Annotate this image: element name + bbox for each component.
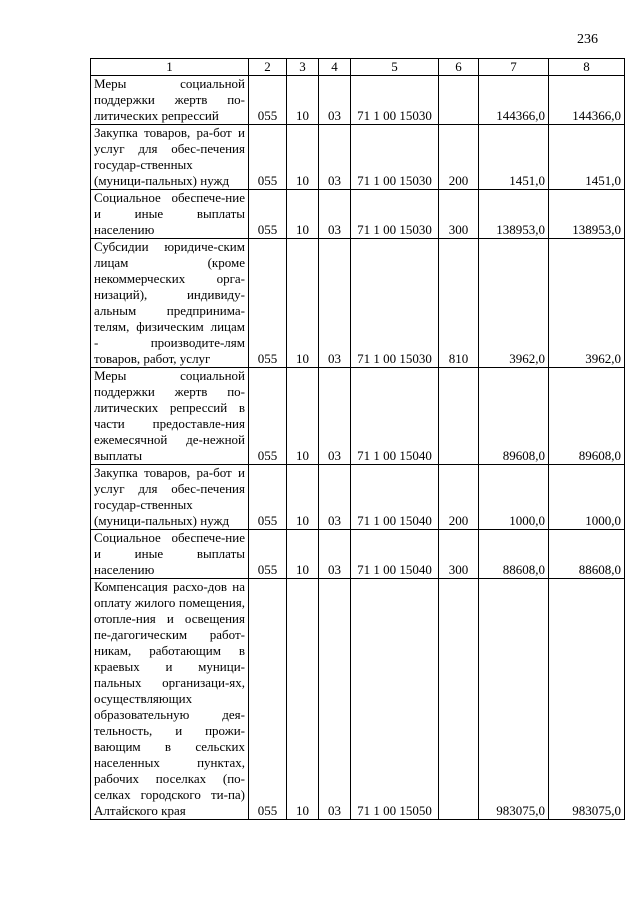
cell-subsection: 03 bbox=[319, 239, 351, 368]
cell-amount-8: 1451,0 bbox=[549, 125, 625, 190]
cell-amount-8: 144366,0 bbox=[549, 76, 625, 125]
cell-expense-type: 200 bbox=[439, 125, 479, 190]
cell-expense-type: 200 bbox=[439, 465, 479, 530]
cell-target-article: 71 1 00 15030 bbox=[351, 125, 439, 190]
table-row bbox=[91, 368, 625, 465]
table-row bbox=[91, 76, 625, 125]
cell-section: 10 bbox=[287, 190, 319, 239]
row-description: Компенсация расхо-дов на оплату жилого помещения, отопле-ния и освещения пе-дагогическим работ-никам, работающим в краевых и муници-пальных организаци-ях, осуществляющих образовательную дея-тельность, и прожи-вающим в сельских населенных пунктах, рабочих поселках (по-селках городского ти-па) Алтайского края bbox=[91, 579, 249, 820]
row-description: Меры социальной поддержки жертв по-литических репрессий bbox=[91, 76, 249, 125]
cell-expense-type bbox=[439, 368, 479, 465]
cell-amount-8: 1000,0 bbox=[549, 465, 625, 530]
cell-amount-7: 3962,0 bbox=[479, 239, 549, 368]
cell-amount-8: 88608,0 bbox=[549, 530, 625, 579]
cell-section: 10 bbox=[287, 239, 319, 368]
table-row bbox=[91, 530, 625, 579]
cell-amount-7: 88608,0 bbox=[479, 530, 549, 579]
row-description: Меры социальной поддержки жертв по-литических репрессий в части предоставле-ния ежемесячной де-нежной выплаты bbox=[91, 368, 249, 465]
cell-section: 10 bbox=[287, 76, 319, 125]
cell-ministry-code: 055 bbox=[249, 579, 287, 820]
cell-target-article: 71 1 00 15050 bbox=[351, 579, 439, 820]
header-cell: 5 bbox=[351, 59, 439, 76]
table-row bbox=[91, 579, 625, 820]
cell-subsection: 03 bbox=[319, 579, 351, 820]
cell-amount-8: 138953,0 bbox=[549, 190, 625, 239]
cell-expense-type: 300 bbox=[439, 190, 479, 239]
cell-ministry-code: 055 bbox=[249, 190, 287, 239]
cell-amount-8: 89608,0 bbox=[549, 368, 625, 465]
cell-section: 10 bbox=[287, 530, 319, 579]
cell-expense-type: 300 bbox=[439, 530, 479, 579]
cell-target-article: 71 1 00 15030 bbox=[351, 76, 439, 125]
cell-subsection: 03 bbox=[319, 76, 351, 125]
cell-amount-7: 144366,0 bbox=[479, 76, 549, 125]
table-row bbox=[91, 465, 625, 530]
cell-section: 10 bbox=[287, 579, 319, 820]
cell-expense-type: 810 bbox=[439, 239, 479, 368]
cell-amount-7: 983075,0 bbox=[479, 579, 549, 820]
cell-expense-type bbox=[439, 76, 479, 125]
cell-target-article: 71 1 00 15040 bbox=[351, 465, 439, 530]
header-cell: 6 bbox=[439, 59, 479, 76]
cell-subsection: 03 bbox=[319, 368, 351, 465]
cell-amount-7: 89608,0 bbox=[479, 368, 549, 465]
cell-target-article: 71 1 00 15030 bbox=[351, 239, 439, 368]
cell-ministry-code: 055 bbox=[249, 125, 287, 190]
header-cell: 2 bbox=[249, 59, 287, 76]
cell-ministry-code: 055 bbox=[249, 239, 287, 368]
cell-target-article: 71 1 00 15030 bbox=[351, 190, 439, 239]
cell-section: 10 bbox=[287, 125, 319, 190]
budget-table bbox=[90, 58, 625, 820]
page-number: 236 bbox=[577, 32, 598, 47]
row-description: Закупка товаров, ра-бот и услуг для обес-печения государ-ственных (муници-пальных) нужд bbox=[91, 125, 249, 190]
table-row bbox=[91, 190, 625, 239]
header-cell: 8 bbox=[549, 59, 625, 76]
cell-subsection: 03 bbox=[319, 125, 351, 190]
header-cell: 3 bbox=[287, 59, 319, 76]
row-description: Закупка товаров, ра-бот и услуг для обес-печения государ-ственных (муници-пальных) нужд bbox=[91, 465, 249, 530]
cell-amount-8: 3962,0 bbox=[549, 239, 625, 368]
cell-section: 10 bbox=[287, 368, 319, 465]
cell-amount-7: 138953,0 bbox=[479, 190, 549, 239]
cell-subsection: 03 bbox=[319, 465, 351, 530]
row-description: Социальное обеспече-ние и иные выплаты населению bbox=[91, 190, 249, 239]
row-description: Субсидии юридиче-ским лицам (кроме некоммерческих орга-низаций), индивиду-альным предпринима-телям, физическим лицам - производите-лям товаров, работ, услуг bbox=[91, 239, 249, 368]
row-description: Социальное обеспече-ние и иные выплаты населению bbox=[91, 530, 249, 579]
cell-subsection: 03 bbox=[319, 530, 351, 579]
cell-ministry-code: 055 bbox=[249, 530, 287, 579]
cell-amount-7: 1451,0 bbox=[479, 125, 549, 190]
cell-ministry-code: 055 bbox=[249, 465, 287, 530]
cell-expense-type bbox=[439, 579, 479, 820]
header-cell: 7 bbox=[479, 59, 549, 76]
cell-ministry-code: 055 bbox=[249, 76, 287, 125]
cell-amount-7: 1000,0 bbox=[479, 465, 549, 530]
cell-target-article: 71 1 00 15040 bbox=[351, 368, 439, 465]
table-row bbox=[91, 125, 625, 190]
cell-subsection: 03 bbox=[319, 190, 351, 239]
table-header bbox=[91, 59, 625, 76]
header-cell: 1 bbox=[91, 59, 249, 76]
header-cell: 4 bbox=[319, 59, 351, 76]
cell-ministry-code: 055 bbox=[249, 368, 287, 465]
cell-amount-8: 983075,0 bbox=[549, 579, 625, 820]
table-row bbox=[91, 239, 625, 368]
cell-section: 10 bbox=[287, 465, 319, 530]
cell-target-article: 71 1 00 15040 bbox=[351, 530, 439, 579]
